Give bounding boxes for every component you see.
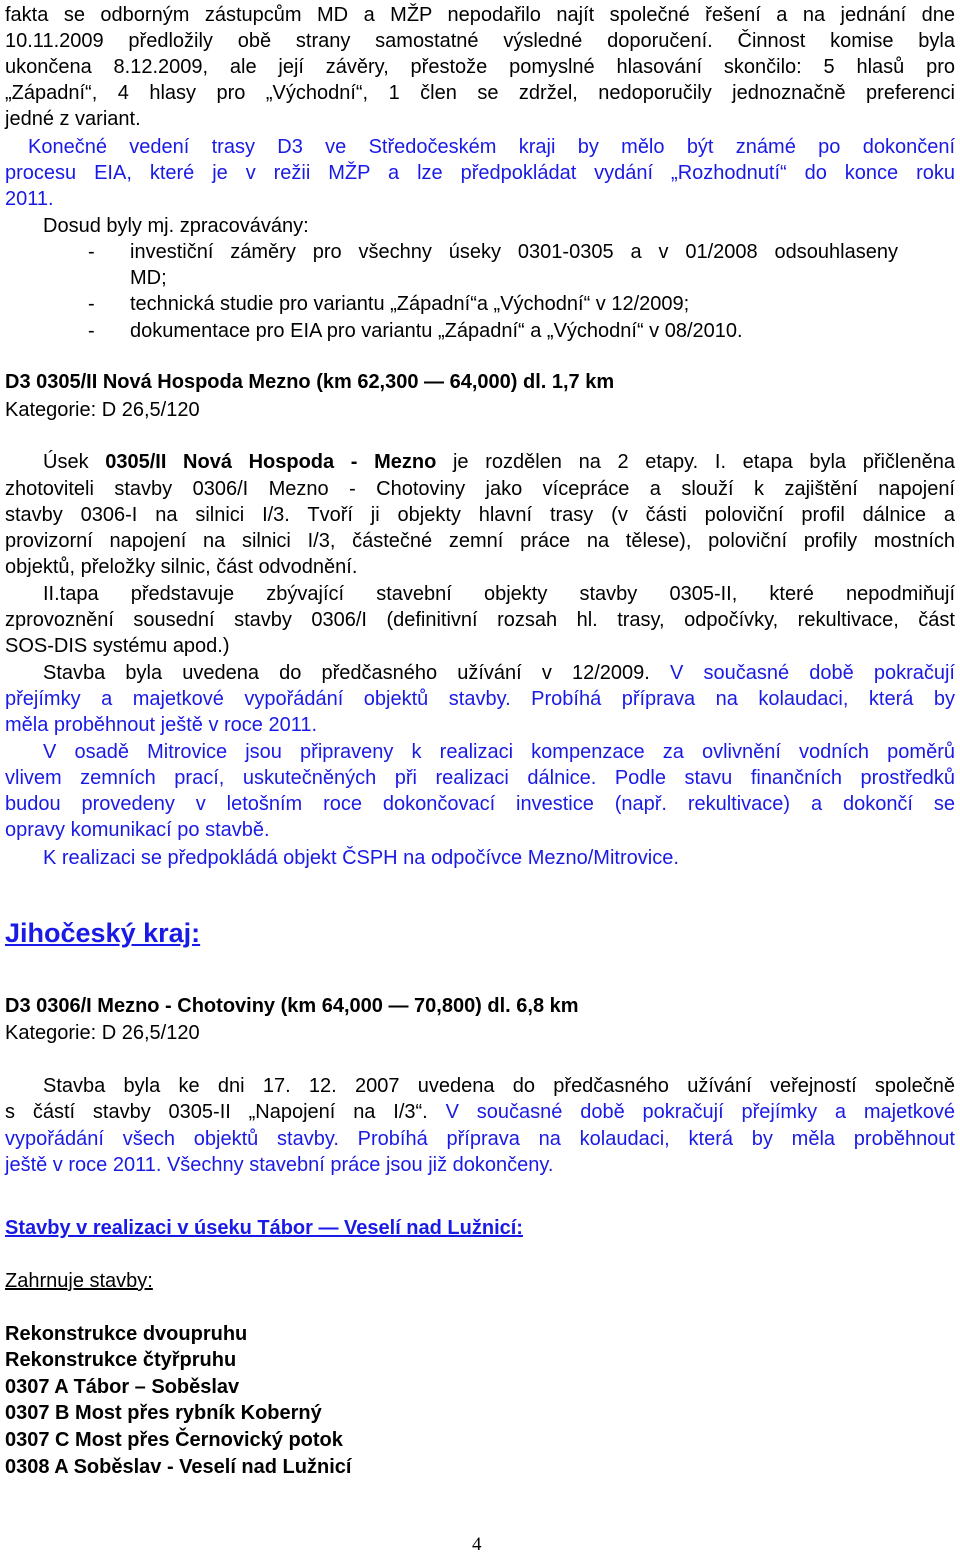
- text-line: objektů, přeložky silnic, část odvodnění.: [5, 556, 358, 578]
- text-line-highlight: K realizaci se předpokládá objekt ČSPH na odpočívce Mezno/Mitrovice.: [43, 847, 679, 869]
- subheading: [5, 1268, 153, 1294]
- list-item: 0307 B Most přes rybník Koberný: [5, 1402, 322, 1424]
- text-line: Dosud byly mj. zpracovávány:: [43, 215, 309, 237]
- text-span: s částí stavby 0305-II „Napojení na I/3“.: [5, 1101, 428, 1123]
- category-line: Kategorie: D 26,5/120: [5, 1022, 200, 1044]
- page-number: 4: [472, 1534, 482, 1555]
- text-line: [43, 660, 955, 686]
- list-item: 0307 A Tábor – Soběslav: [5, 1376, 240, 1398]
- text-span: je rozdělen na 2 etapy. I. etapa byla přičleněna: [436, 451, 955, 473]
- category-line: Kategorie: D 26,5/120: [5, 399, 200, 421]
- text-span-bold: 0305/II Nová Hospoda - Mezno: [105, 451, 437, 473]
- text-line-highlight: budou provedeny v letošním roce dokončovací investice (např. rekultivace) a dokončí se: [5, 793, 955, 815]
- section-heading: D3 0306/I Mezno - Chotoviny (km 64,000 — 70,800) dl. 6,8 km: [5, 995, 579, 1017]
- text-line: [43, 449, 955, 475]
- text-line: 10.11.2009 předložily obě strany samostatné výsledné doporučení. Činnost komise byla: [5, 30, 955, 52]
- section-heading-realizace: Stavby v realizaci v úseku Tábor — Veselí nad Lužnicí:: [5, 1217, 523, 1239]
- region-heading: Jihočeský kraj:: [5, 918, 201, 948]
- list-item: Rekonstrukce dvoupruhu: [5, 1323, 248, 1345]
- text-line: zprovoznění sousední stavby 0306/I (definitivní rozsah hl. trasy, odpočívky, rekultivace, část: [5, 609, 955, 631]
- list-dash: -: [88, 320, 95, 342]
- text-line-highlight: přejímky a majetkové vypořádání objektů stavby. Probíhá příprava na kolaudaci, která by: [5, 688, 955, 710]
- list-item: 0307 C Most přes Černovický potok: [5, 1429, 343, 1451]
- list-item: 0308 A Soběslav - Veselí nad Lužnicí: [5, 1456, 352, 1478]
- text-line: provizorní napojení na silnici I/3, částečné zemní práce na tělese), poloviční profily mostních: [5, 530, 955, 552]
- text-span: Stavba byla uvedena do předčasného užívání v 12/2009.: [43, 662, 650, 684]
- text-line-highlight: vypořádání všech objektů stavby. Probíhá příprava na kolaudaci, která by měla proběhnout: [5, 1128, 955, 1150]
- text-line: ukončena 8.12.2009, ale její závěry, přestože pomyslné hlasování skončilo: 5 hlasů pro: [5, 56, 955, 78]
- list-item: MD;: [130, 267, 167, 289]
- text-line: jedné z variant.: [5, 108, 141, 130]
- text-line-highlight: opravy komunikací po stavbě.: [5, 819, 270, 841]
- list-item: dokumentace pro EIA pro variantu „Západní“ a „Východní“ v 08/2010.: [130, 320, 743, 342]
- text-line: Stavba byla ke dni 17. 12. 2007 uvedena do předčasného užívání veřejností společně: [43, 1075, 955, 1097]
- section-heading: D3 0305/II Nová Hospoda Mezno (km 62,300 — 64,000) dl. 1,7 km: [5, 371, 615, 393]
- list-dash: -: [88, 241, 95, 263]
- text-line: fakta se odborným zástupcům MD a MŽP nepodařilo najít společné řešení a na jednání dne: [5, 4, 955, 26]
- text-line: zhotoviteli stavby 0306/I Mezno - Chotoviny jako vícepráce a slouží k zajištění napojení: [5, 478, 955, 500]
- text-span: Úsek: [43, 451, 106, 473]
- text-span: Zahrnuje stavby:: [5, 1270, 153, 1292]
- text-line: „Západní“, 4 hlasy pro „Východní“, 1 člen se zdržel, nedoporučily jednoznačně preferenci: [5, 82, 955, 104]
- text-line: SOS-DIS systému apod.): [5, 635, 230, 657]
- text-line: II.tapa představuje zbývající stavební objekty stavby 0305-II, které nepodmiňují: [43, 583, 955, 605]
- text-line: [5, 1099, 955, 1125]
- list-item: technická studie pro variantu „Západní“a „Východní“ v 12/2009;: [130, 293, 690, 315]
- text-line-highlight: vlivem zemních prací, uskutečněných při realizaci dálnice. Podle stavu finančních prostředků: [5, 767, 955, 789]
- text-span-highlight: V současné době pokračují přejímky a majetkové: [445, 1101, 956, 1123]
- text-line-highlight: měla proběhnout ještě v roce 2011.: [5, 714, 318, 736]
- text-line-highlight: ještě v roce 2011. Všechny stavební práce jsou již dokončeny.: [5, 1154, 554, 1176]
- list-item: Rekonstrukce čtyřpruhu: [5, 1349, 237, 1371]
- text-line-highlight: V osadě Mitrovice jsou připraveny k realizaci kompenzace za ovlivnění vodních poměrů: [43, 741, 955, 763]
- text-line-highlight: procesu EIA, které je v režii MŽP a lze předpokládat vydání „Rozhodnutí“ do konce roku: [5, 162, 955, 184]
- list-item: investiční záměry pro všechny úseky 0301-0305 a v 01/2008 odsouhlaseny: [130, 241, 898, 263]
- text-line: stavby 0306-I na silnici I/3. Tvoří ji objekty hlavní trasy (v části poloviční profil dálnice a: [5, 504, 955, 526]
- list-dash: -: [88, 293, 95, 315]
- text-span-highlight: V současné době pokračují: [669, 662, 955, 684]
- text-line-highlight: 2011.: [5, 188, 54, 210]
- text-line-highlight: Konečné vedení trasy D3 ve Středočeském kraji by mělo být známé po dokončení: [28, 136, 955, 158]
